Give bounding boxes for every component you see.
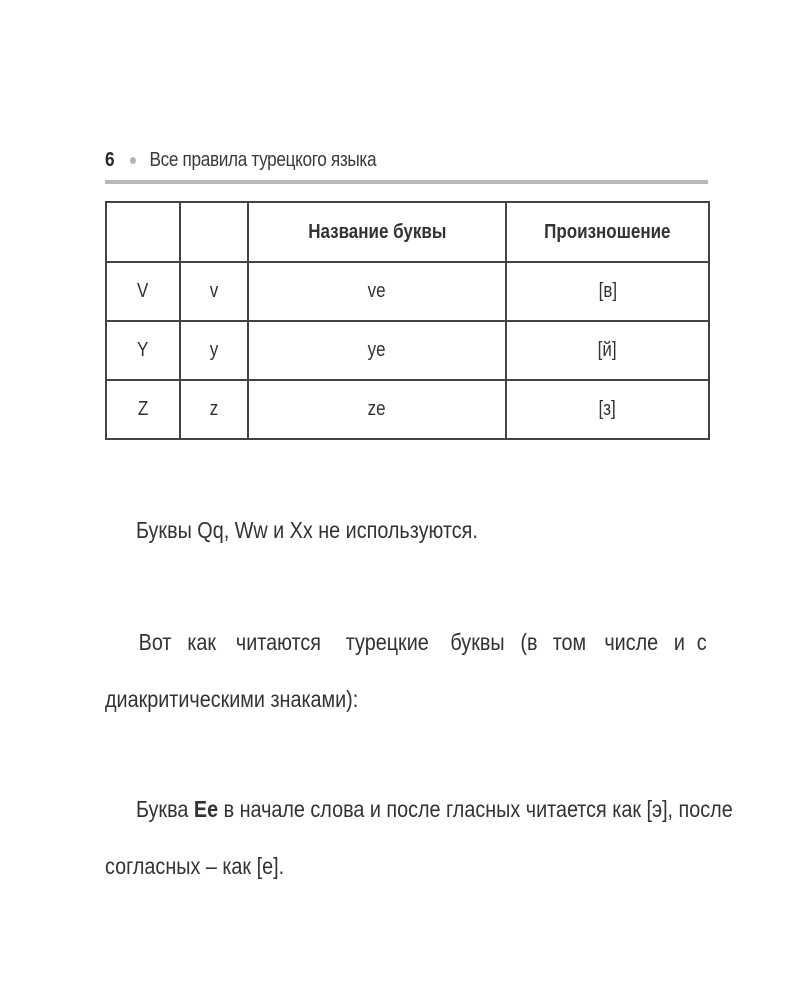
page-number: 6 <box>105 148 115 171</box>
header-rule <box>105 180 708 184</box>
running-title: Все правила турецкого языка <box>149 148 377 171</box>
uppercase-cell: V <box>106 262 180 321</box>
letters-table <box>105 201 710 440</box>
table-header-cell <box>106 202 180 262</box>
table-header-letter-name: Название буквы <box>248 202 506 262</box>
lowercase-cell: v <box>180 262 248 321</box>
paragraph-line: Буква Ee в начале слова и после гласных читается как [э], после <box>136 796 733 822</box>
paragraph-line: Вот как читаются турецкие буквы (в том числе и с <box>138 629 708 655</box>
uppercase-cell: Z <box>106 380 180 439</box>
letter-name-cell: ve <box>248 262 506 321</box>
paragraph-unused-letters: Буквы Qq, Ww и Xx не используются. <box>136 517 478 543</box>
paragraph-letter-e <box>105 781 733 895</box>
letter-name-cell: ze <box>248 380 506 439</box>
running-header <box>105 146 624 174</box>
table-header-pronunciation: Произношение <box>506 202 709 262</box>
paragraph-line: диакритическими знаками): <box>105 686 359 712</box>
uppercase-cell: Y <box>106 321 180 380</box>
bold-letter-ee: Ee <box>193 796 219 822</box>
lowercase-cell: z <box>180 380 248 439</box>
table-row <box>106 262 709 321</box>
bullet-separator-icon <box>130 157 136 164</box>
pronunciation-cell: [в] <box>506 262 709 321</box>
pronunciation-cell: [й] <box>506 321 709 380</box>
lowercase-cell: y <box>180 321 248 380</box>
letter-name-cell: ye <box>248 321 506 380</box>
table-header-row <box>106 202 709 262</box>
paragraph-line: согласных – как [е]. <box>105 853 285 879</box>
table-row <box>106 321 709 380</box>
pronunciation-cell: [з] <box>506 380 709 439</box>
table-row <box>106 380 709 439</box>
book-page <box>105 0 733 1000</box>
table-header-cell <box>180 202 248 262</box>
paragraph-reading-intro <box>105 614 708 728</box>
